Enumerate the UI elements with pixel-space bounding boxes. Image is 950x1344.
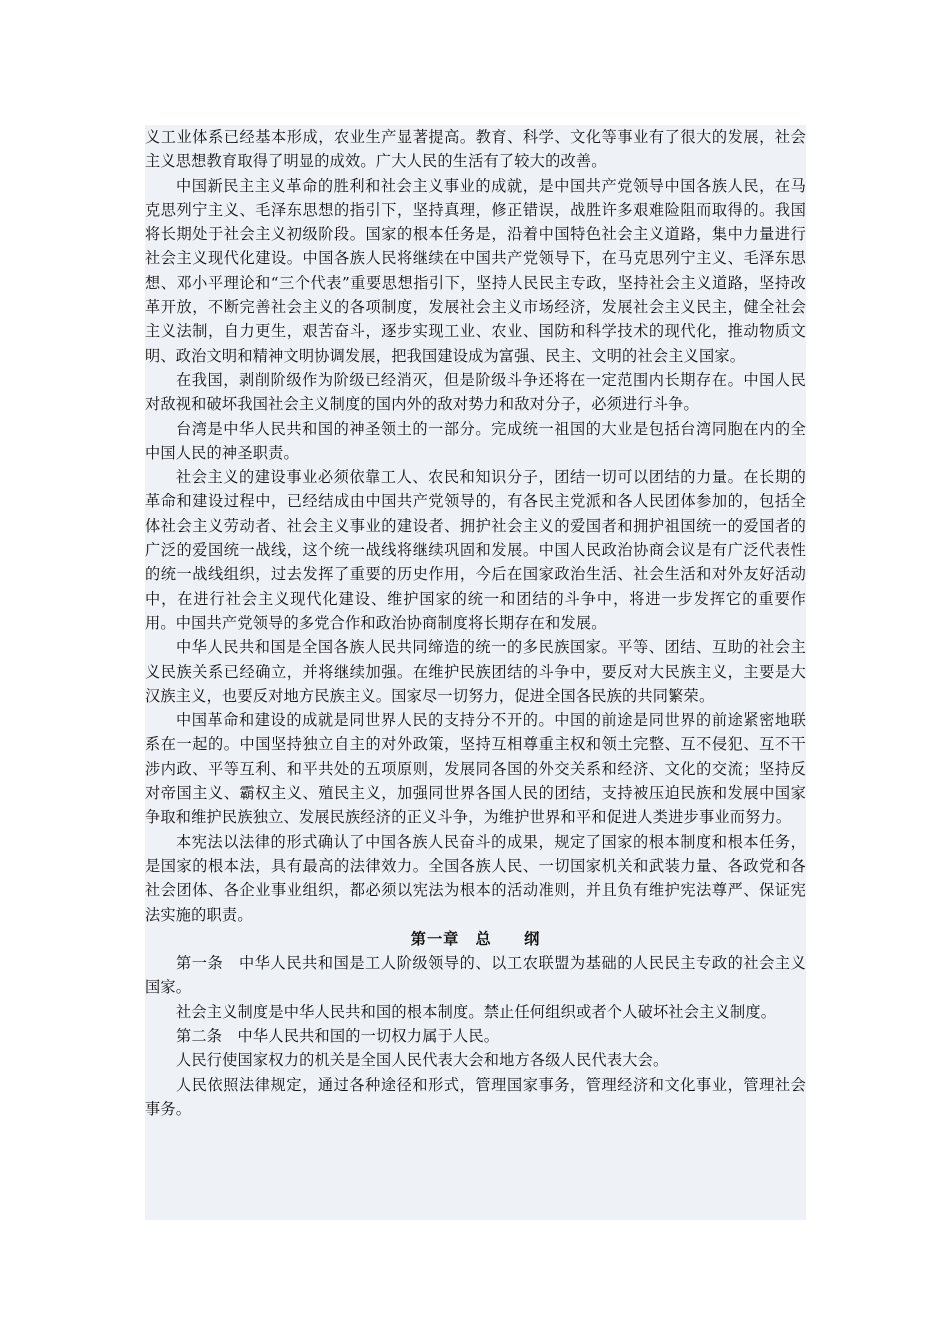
chapter-title-text: 第一章 总 纲 (410, 929, 541, 948)
paragraph-revolution-victory: 中国新民主主义革命的胜利和社会主义事业的成就，是中国共产党领导中国各族人民，在马克思列宁主义、毛泽东思想的指引下，坚持真理，修正错误，战胜许多艰难险阻而取得的。我国将长期处于社会主义初级阶段。国家的根本任务是，沿着中国特色社会主义道路，集中力量进行社会主义现代化建设。中国各族人民将继续在中国共产党领导下，在马克思列宁主义、毛泽东思想、邓小平理论和“三个代表”重要思想指引下，坚持人民民主专政，坚持社会主义道路，坚持改革开放，不断完善社会主义的各项制度，发展社会主义市场经济，发展社会主义民主，健全社会主义法制，自力更生，艰苦奋斗，逐步实现工业、农业、国防和科学技术的现代化，推动物质文明、政治文明和精神文明协调发展，把我国建设成为富强、民主、文明的社会主义国家。 (145, 176, 806, 365)
document-text-block (145, 125, 806, 1220)
paragraph-foreign-policy: 中国革命和建设的成就是同世界人民的支持分不开的。中国的前途是同世界的前途紧密地联系在一起的。中国坚持独立自主的对外政策，坚持互相尊重主权和领土完整、互不侵犯、互不干涉内政、平等互利、和平共处的五项原则，发展同各国的外交关系和经济、文化的交流；坚持反对帝国主义、霸权主义、殖民主义，加强同世界各国人民的团结，支持被压迫民族和发展中国家争取和维护民族独立、发展民族经济的正义斗争，为维护世界和平和促进人类进步事业而努力。 (145, 711, 806, 827)
paragraph-taiwan: 台湾是中华人民共和国的神圣领土的一部分。完成统一祖国的大业是包括台湾同胞在内的全中国人民的神圣职责。 (145, 419, 806, 462)
paragraph-united-front: 社会主义的建设事业必须依靠工人、农民和知识分子，团结一切可以团结的力量。在长期的革命和建设过程中，已经结成由中国共产党领导的，有各民主党派和各人民团体参加的，包括全体社会主义劳动者、社会主义事业的建设者、拥护社会主义的爱国者和拥护祖国统一的爱国者的广泛的爱国统一战线，这个统一战线将继续巩固和发展。中国人民政治协商会议是有广泛代表性的统一战线组织，过去发挥了重要的历史作用，今后在国家政治生活、社会生活和对外友好活动中，在进行社会主义现代化建设、维护国家的统一和团结的斗争中，将进一步发挥它的重要作用。中国共产党领导的多党合作和政治协商制度将长期存在和发展。 (145, 468, 806, 632)
paragraph-multi-ethnic: 中华人民共和国是全国各族人民共同缔造的统一的多民族国家。平等、团结、互助的社会主义民族关系已经确立，并将继续加强。在维护民族团结的斗争中，要反对大民族主义，主要是大汉族主义，也要反对地方民族主义。国家尽一切努力，促进全国各民族的共同繁荣。 (145, 638, 806, 705)
paragraph-continuation: 义工业体系已经基本形成，农业生产显著提高。教育、科学、文化等事业有了很大的发展，社会主义思想教育取得了明显的成效。广大人民的生活有了较大的改善。 (145, 128, 806, 171)
paragraph-class-struggle: 在我国，剥削阶级作为阶级已经消灭，但是阶级斗争还将在一定范围内长期存在。中国人民对敌视和破坏我国社会主义制度的国内外的敌对势力和敌对分子，必须进行斗争。 (145, 370, 806, 414)
article-2-clause-3: 人民依照法律规定，通过各种途径和形式，管理国家事务，管理经济和文化事业，管理社会事务。 (145, 1075, 806, 1118)
paragraph-constitution-authority: 本宪法以法律的形式确认了中国各族人民奋斗的成果，规定了国家的根本制度和根本任务，是国家的根本法，具有最高的法律效力。全国各族人民、一切国家机关和武装力量、各政党和各社会团体、各企业事业组织，都必须以宪法为根本的活动准则，并且负有维护宪法尊严、保证宪法实施的职责。 (145, 832, 806, 924)
article-2: 第二条 中华人民共和国的一切权力属于人民。 (176, 1026, 500, 1045)
article-2-clause-2: 人民行使国家权力的机关是全国人民代表大会和地方各级人民代表大会。 (176, 1051, 669, 1070)
chapter-title (145, 927, 806, 951)
article-1: 第一条 中华人民共和国是工人阶级领导的、以工农联盟为基础的人民民主专政的社会主义国家。 (145, 954, 806, 997)
article-1-clause-2: 社会主义制度是中华人民共和国的根本制度。禁止任何组织或者个人破坏社会主义制度。 (176, 1002, 777, 1021)
